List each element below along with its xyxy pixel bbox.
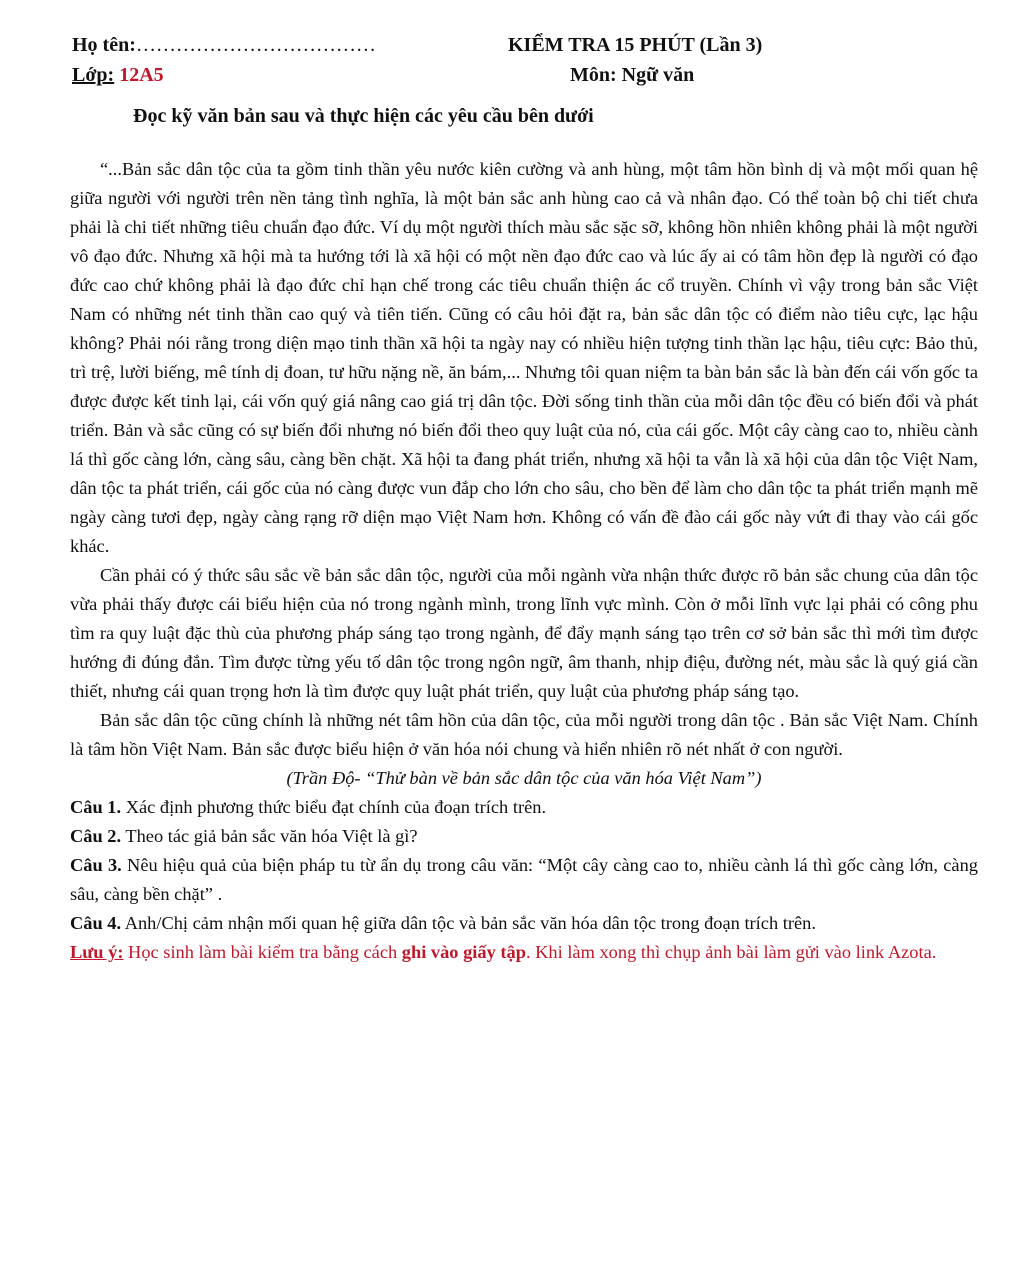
passage-paragraph-1: “...Bản sắc dân tộc của ta gồm tinh thần yêu nước kiên cường và anh hùng, một tâm hồn bình dị và một mối quan hệ giữa người với người trên nền tảng tình nghĩa, là một bản sắc anh hùng cao cả và nhân đạo. Có thể toàn bộ chi tiết chưa phải là chi tiết những tiêu chuẩn đạo đức. Ví dụ một người thích màu sắc sặc sỡ, không hồn nhiên không phải là một người vô đạo đức. Nhưng xã hội mà ta hướng tới là xã hội có một nền đạo đức cao và lúc ấy ai có tâm hồn đẹp là người có đạo đức cao chứ không phải là đạo đức chỉ hạn chế trong các tiêu chuẩn thiện ác cổ truyền. Chính vì vậy trong bản sắc Việt Nam có những nét tinh thần cao quý và tiên tiến. Cũng có câu hỏi đặt ra, bản sắc dân tộc có điểm nào tiêu cực, lạc hậu không? Phải nói rằng trong diện mạo tinh thần xã hội ta ngày nay có nhiều hiện tượng tinh thần lạc hậu, tiêu cực: Bảo thủ, trì trệ, lười biếng, mê tính dị đoan, tư hữu nặng nề, ăn bám,... Nhưng tôi quan niệm ta bàn bản sắc là bàn đến cái vốn gốc ta được được kết tinh lại, cái vốn quý giá nâng cao giá trị dân tộc. Đời sống tinh thần của mỗi dân tộc đều có biến đổi và phát triển. Bản và sắc cũng có sự biến đổi nhưng nó biến đổi theo quy luật của nó, của cái gốc. Một cây càng cao to, nhiều cành lá thì gốc càng lớn, càng sâu, càng bền chặt. Xã hội ta đang phát triển, nhưng xã hội ta vẫn là xã hội của dân tộc Việt Nam, dân tộc ta phát triển, cái gốc của nó càng được vun đắp cho lớn cho sâu, cho bền để làm cho dân tộc ta phát triển mạnh mẽ ngày càng tươi đẹp, ngày càng rạng rỡ diện mạo Việt Nam hơn. Không có vấn đề đào cái gốc này vứt đi thay vào cái gốc khác.	[70, 159, 978, 556]
name-label: Họ tên:	[72, 34, 136, 56]
instruction-heading: Đọc kỹ văn bản sau và thực hiện các yêu cầu bên dưới	[133, 105, 594, 127]
passage-paragraph-2: Cần phải có ý thức sâu sắc về bản sắc dân tộc, người của mỗi ngành vừa nhận thức được rõ bản sắc chung của dân tộc vừa phải thấy được cái biểu hiện của nó trong ngành mình, trong lĩnh vực mình. Còn ở mỗi lĩnh vực lại phải có công phu tìm ra quy luật đặc thù của phương pháp sáng tạo trong ngành, để đẩy mạnh sáng tạo trên cơ sở bản sắc thì mới tìm được hướng đi đúng đắn. Tìm được từng yếu tố dân tộc trong ngôn ngữ, âm thanh, nhịp điệu, đường nét, màu sắc là quý giá cần thiết, nhưng cái quan trọng hơn là tìm được quy luật phát triển, quy luật của phương pháp sáng tạo.	[70, 565, 978, 701]
question-text: Anh/Chị cảm nhận mối quan hệ giữa dân tộc và bản sắc văn hóa dân tộc trong đoạn trích trên.	[121, 913, 816, 933]
question-label: Câu 4.	[70, 913, 122, 933]
subject-label: Môn: Ngữ văn	[570, 64, 695, 86]
question-text: Theo tác giả bản sắc văn hóa Việt là gì?	[121, 826, 418, 846]
note-label: Lưu ý:	[70, 942, 124, 962]
name-dots: ………………………………	[135, 34, 376, 56]
student-name-line	[72, 33, 376, 57]
note-text-before: Học sinh làm bài kiểm tra bằng cách	[123, 942, 402, 962]
passage-body	[70, 155, 978, 967]
note-emphasis: ghi vào giấy tập	[401, 942, 526, 962]
question-label: Câu 1.	[70, 797, 122, 817]
class-line	[72, 63, 164, 87]
class-label: Lớp:	[72, 64, 115, 86]
class-value: 12A5	[119, 64, 164, 86]
citation: (Trần Độ- “Thử bàn về bản sắc dân tộc của văn hóa Việt Nam”)	[286, 768, 762, 788]
question-4	[70, 909, 978, 938]
question-label: Câu 3.	[70, 855, 122, 875]
test-title: KIỂM TRA 15 PHÚT (Lần 3)	[508, 34, 763, 56]
question-text: Xác định phương thức biểu đạt chính của đoạn trích trên.	[121, 797, 547, 817]
question-text: Nêu hiệu quả của biện pháp tu từ ẩn dụ trong câu văn: “Một cây càng cao to, nhiều cành lá thì gốc càng lớn, càng sâu, càng bền chặt” .	[70, 855, 978, 904]
note-text-after: . Khi làm xong thì chụp ảnh bài làm gửi vào link Azota.	[525, 942, 937, 962]
question-1	[70, 793, 978, 822]
question-2	[70, 822, 978, 851]
question-3	[70, 851, 978, 909]
question-label: Câu 2.	[70, 826, 122, 846]
passage-paragraph-3: Bản sắc dân tộc cũng chính là những nét tâm hồn của dân tộc, của mỗi người trong dân tộc . Bản sắc Việt Nam. Chính là tâm hồn Việt Nam. Bản sắc được biểu hiện ở văn hóa nói chung và hiển nhiên rõ nét nhất ở con người.	[70, 710, 978, 759]
note	[70, 938, 978, 967]
